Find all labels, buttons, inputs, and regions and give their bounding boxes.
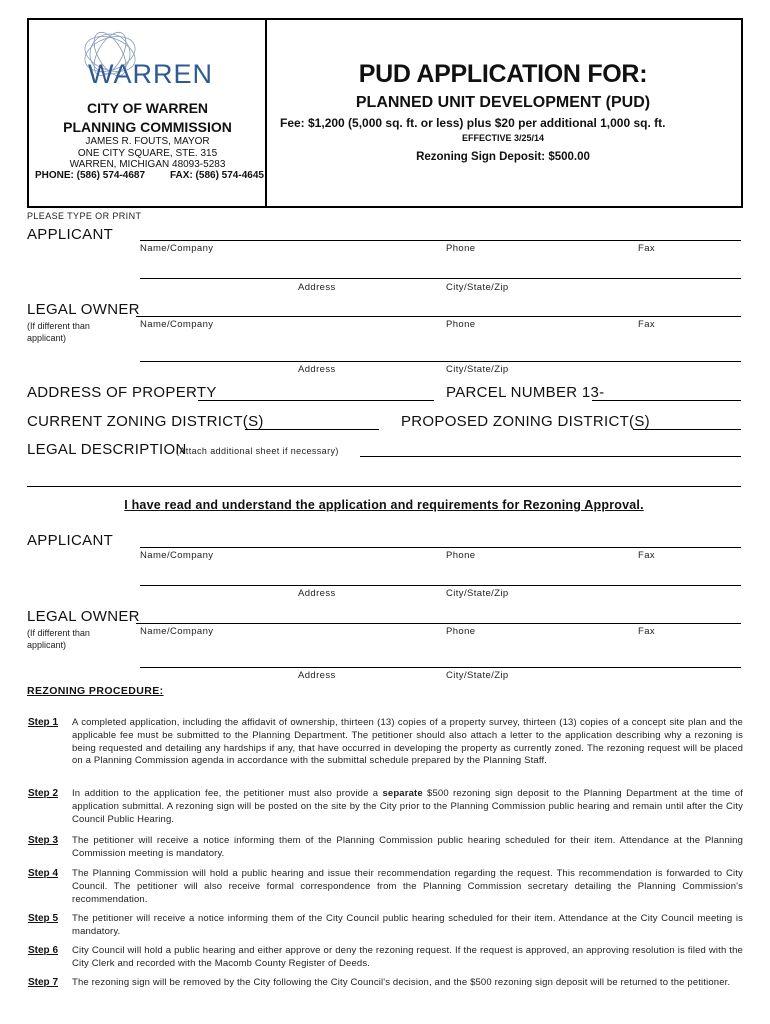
applicant2-city-label: City/State/Zip (446, 588, 509, 599)
legal-description-line-2[interactable] (27, 486, 741, 487)
applicant-address-label: Address (298, 282, 336, 293)
applicant2-phone-label: Phone (446, 550, 476, 561)
parcel-number-label: PARCEL NUMBER 13- (446, 384, 605, 401)
owner-address-label: Address (298, 364, 336, 375)
fax-number: FAX: (586) 574-4645 (170, 170, 264, 181)
applicant2-name-line[interactable] (140, 547, 741, 548)
applicant-heading-2: APPLICANT (27, 532, 114, 549)
if-different-note: (If different than applicant) (27, 321, 90, 343)
current-zoning-line[interactable] (245, 429, 379, 430)
applicant2-address-label: Address (298, 588, 336, 599)
legal-description-label: LEGAL DESCRIPTION (27, 441, 187, 458)
fee-text: Fee: $1,200 (5,000 sq. ft. or less) plus $20 per additional 1,000 sq. ft. (280, 116, 666, 130)
owner2-name-line[interactable] (136, 623, 741, 624)
owner2-name-label: Name/Company (140, 626, 214, 637)
mayor-name: JAMES R. FOUTS, MAYOR (85, 136, 210, 147)
phone-number: PHONE: (586) 574-4687 (35, 170, 146, 181)
step-7-label: Step 7 (28, 977, 59, 988)
applicant2-address-line[interactable] (140, 585, 741, 586)
owner-address-line[interactable] (140, 361, 741, 362)
if-different-note-2: (If different than applicant) (27, 628, 90, 650)
applicant-fax-label: Fax (638, 243, 656, 254)
proposed-zoning-label: PROPOSED ZONING DISTRICT(S) (401, 413, 650, 430)
owner-city-label: City/State/Zip (446, 364, 509, 375)
owner-fax-label: Fax (638, 319, 656, 330)
step-3-label: Step 3 (28, 835, 59, 846)
applicant-name-line[interactable] (140, 240, 741, 241)
step-7-text: The rezoning sign will be removed by the City following the City Council's decision, and the $500 rezoning sign deposit will be returned to the petitioner. (72, 977, 731, 988)
address-of-property-line[interactable] (198, 400, 434, 401)
city-name: CITY OF WARREN (86, 100, 209, 116)
commission-name: PLANNING COMMISSION (63, 119, 232, 135)
applicant-address-line[interactable] (140, 278, 741, 279)
page-title: PUD APPLICATION FOR: (358, 60, 648, 88)
owner-phone-label: Phone (446, 319, 476, 330)
owner2-city-label: City/State/Zip (446, 670, 509, 681)
applicant-heading: APPLICANT (27, 226, 114, 243)
warren-logo (70, 28, 230, 92)
step-2-label: Step 2 (28, 788, 59, 799)
acknowledgement: I have read and understand the application and requirements for Rezoning Approval. (124, 498, 644, 512)
step-6-text: City Council will hold a public hearing and either approve or deny the rezoning request. If the request is approved, an approving resolution is filed with the City Clerk and recorded with the Macomb County Register of Deeds. (72, 945, 743, 969)
applicant-city-label: City/State/Zip (446, 282, 509, 293)
address-of-property-label: ADDRESS OF PROPERTY (27, 384, 217, 401)
effective-date: EFFECTIVE 3/25/14 (461, 133, 545, 143)
procedure-heading: REZONING PROCEDURE: (27, 685, 164, 697)
step-1-text: A completed application, including the affidavit of ownership, thirteen (13) copies of a property survey, thirteen (13) copies of a concept site plan and the applicable fee must be submitted to the Planning Department. The petitioner should also attach a letter to the application describing why a rezoning is being requested and detailing any hardships if any, that have occurred in developing the property as currently zoned. The rezoning request will be placed on a Planning Commission agenda in accordance with the submittal schedule prepared by the Planning Staff. (72, 717, 743, 767)
owner2-address-line[interactable] (140, 667, 741, 668)
step-3-text: The petitioner will receive a notice informing them of the Planning Commission public hearing scheduled for their item. Attendance at the Planning Commission meeting is mandatory. (72, 835, 743, 859)
owner2-fax-label: Fax (638, 626, 656, 637)
legal-owner-heading: LEGAL OWNER (27, 301, 140, 318)
applicant2-name-label: Name/Company (140, 550, 214, 561)
logo-text: WARREN (88, 59, 213, 89)
owner2-address-label: Address (298, 670, 336, 681)
step-5-text: The petitioner will receive a notice informing them of the City Council public hearing scheduled for their item. Attendance at the City Council meeting is mandatory. (72, 913, 743, 937)
step-2-text: In addition to the application fee, the petitioner must also provide a separate $500 rezoning sign deposit to the Planning Department at the time of application submittal. A rezoning sign will be posted on the site by the City prior to the Planning Commission public hearing and remain until after the City Council Public Hearing. (72, 788, 743, 825)
step-4-label: Step 4 (28, 868, 59, 879)
step-1-label: Step 1 (28, 717, 59, 728)
applicant-phone-label: Phone (446, 243, 476, 254)
sign-deposit: Rezoning Sign Deposit: $500.00 (416, 151, 590, 163)
header-divider (265, 18, 267, 206)
address-line-1: ONE CITY SQUARE, STE. 315 (77, 148, 218, 159)
applicant-name-label: Name/Company (140, 243, 214, 254)
owner2-phone-label: Phone (446, 626, 476, 637)
proposed-zoning-line[interactable] (633, 429, 741, 430)
parcel-number-line[interactable] (592, 400, 741, 401)
owner-name-line[interactable] (136, 316, 741, 317)
page-subtitle: PLANNED UNIT DEVELOPMENT (PUD) (355, 94, 651, 111)
address-line-2: WARREN, MICHIGAN 48093-5283 (69, 159, 226, 170)
type-print-note: PLEASE TYPE OR PRINT (27, 211, 142, 221)
legal-owner-heading-2: LEGAL OWNER (27, 608, 140, 625)
step-4-text: The Planning Commission will hold a public hearing and issue their recommendation regarding the request. This recommendation is forwarded to City Council. The petitioner will also receive formal correspondence from the Planning Commission secretary detailing the Planning Commission's recommendation. (72, 868, 743, 905)
legal-description-note: (Attach additional sheet if necessary) (176, 446, 339, 456)
owner-name-label: Name/Company (140, 319, 214, 330)
legal-description-line-1[interactable] (360, 456, 741, 457)
current-zoning-label: CURRENT ZONING DISTRICT(S) (27, 413, 264, 430)
applicant2-fax-label: Fax (638, 550, 656, 561)
step-5-label: Step 5 (28, 913, 59, 924)
step-6-label: Step 6 (28, 945, 59, 956)
